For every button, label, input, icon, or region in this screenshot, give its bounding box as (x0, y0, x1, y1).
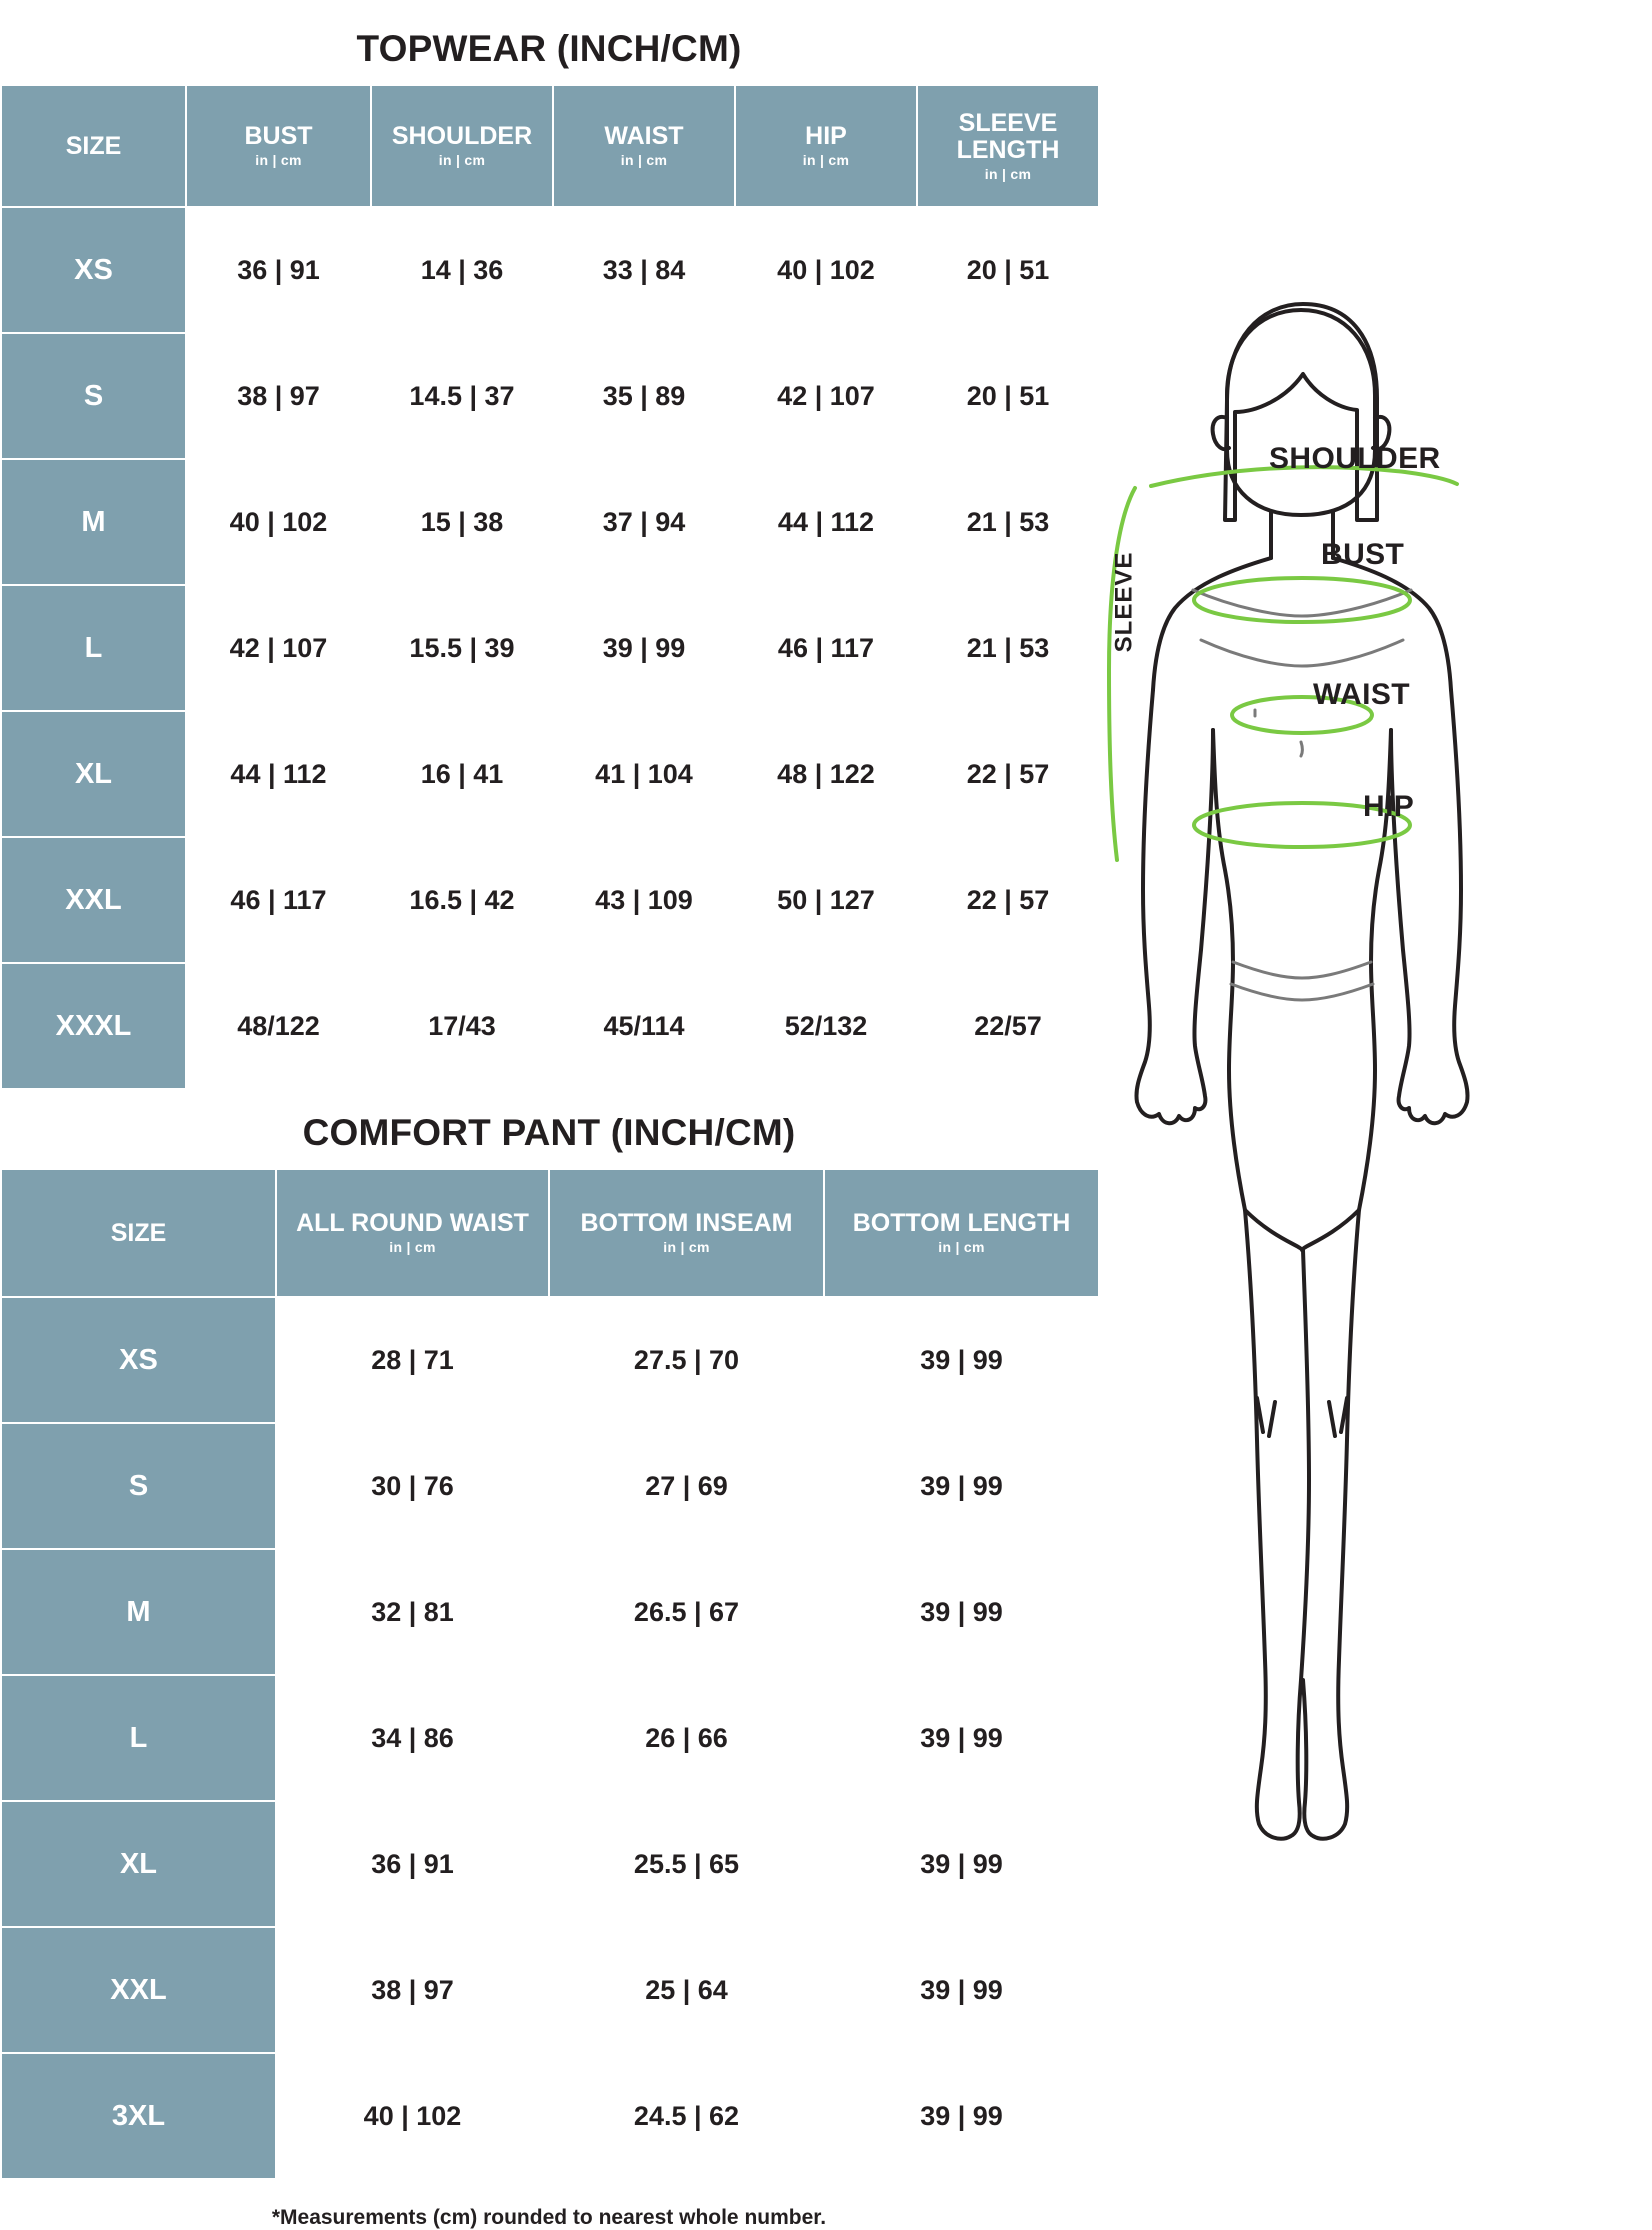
right-knee-hint-2 (1329, 1402, 1335, 1436)
bra-top-line (1193, 590, 1411, 616)
col-header-bottom-inseam-unit: in | cm (663, 1239, 710, 1256)
table-row (1, 837, 1099, 963)
table-row (1, 1423, 1099, 1549)
col-header-all-round-waist-label: ALL ROUND WAIST (296, 1209, 529, 1238)
table-row (1, 1297, 1099, 1423)
cell-hip: 50 | 127 (735, 837, 917, 963)
cell-shoulder: 14.5 | 37 (371, 333, 553, 459)
figure-label-bust: BUST (1321, 538, 1405, 571)
col-header-bottom-length-unit: in | cm (938, 1239, 985, 1256)
cell-waist: 45/114 (553, 963, 735, 1089)
shoulder-left (1153, 558, 1271, 690)
table-header-row (1, 85, 1099, 207)
cell-sleeve: 20 | 51 (917, 333, 1099, 459)
cell-size: S (1, 1423, 276, 1549)
cell-sleeve: 22 | 57 (917, 711, 1099, 837)
table-row (1, 333, 1099, 459)
right-arm (1391, 690, 1468, 1123)
col-header-waist-unit: in | cm (620, 152, 668, 169)
navel (1301, 742, 1303, 756)
col-header-size-label: SIZE (110, 1218, 167, 1247)
table-row (1, 1549, 1099, 1675)
table-row (1, 459, 1099, 585)
cell-size: M (1, 459, 186, 585)
figure-label-waist: WAIST (1313, 678, 1410, 711)
col-header-sleeve-length (917, 85, 1099, 207)
bra-bottom-line (1201, 640, 1403, 666)
body-figure (1105, 290, 1650, 1980)
col-header-shoulder-label: SHOULDER (391, 122, 533, 151)
table-row (1, 585, 1099, 711)
cell-shoulder: 15 | 38 (371, 459, 553, 585)
cell-bust: 42 | 107 (186, 585, 371, 711)
table-row (1, 1675, 1099, 1801)
cell-size: XL (1, 711, 186, 837)
cell-bottom-length: 39 | 99 (824, 2053, 1099, 2179)
col-header-bust (186, 85, 371, 207)
cell-bottom-inseam: 25 | 64 (549, 1927, 824, 2053)
cell-waist: 41 | 104 (553, 711, 735, 837)
pant-table-body (1, 1297, 1099, 2179)
cell-hip: 48 | 122 (735, 711, 917, 837)
cell-bust: 36 | 91 (186, 207, 371, 333)
col-header-all-round-waist (276, 1169, 549, 1297)
cell-all-round-waist: 34 | 86 (276, 1675, 549, 1801)
table-row (1, 1927, 1099, 2053)
cell-bottom-inseam: 27.5 | 70 (549, 1297, 824, 1423)
table-header-row (1, 1169, 1099, 1297)
cell-bottom-inseam: 26 | 66 (549, 1675, 824, 1801)
cell-bottom-length: 39 | 99 (824, 1801, 1099, 1927)
cell-hip: 40 | 102 (735, 207, 917, 333)
cell-size: XXL (1, 1927, 276, 2053)
figure-label-shoulder: SHOULDER (1269, 442, 1441, 475)
cell-sleeve: 21 | 53 (917, 459, 1099, 585)
cell-size: XS (1, 1297, 276, 1423)
col-header-shoulder-unit: in | cm (438, 152, 486, 169)
cell-shoulder: 17/43 (371, 963, 553, 1089)
right-leg (1303, 1210, 1359, 1839)
col-header-hip-label: HIP (805, 122, 847, 151)
cell-waist: 33 | 84 (553, 207, 735, 333)
underwear-upper-line (1233, 962, 1371, 978)
cell-shoulder: 16.5 | 42 (371, 837, 553, 963)
cell-size: S (1, 333, 186, 459)
cell-size: XXL (1, 837, 186, 963)
cell-shoulder: 15.5 | 39 (371, 585, 553, 711)
col-header-size (1, 85, 186, 207)
cell-sleeve: 20 | 51 (917, 207, 1099, 333)
col-header-sleeve-length-label: SLEEVE LENGTH (956, 108, 1060, 164)
topwear-title: TOPWEAR (INCH/CM) (356, 28, 742, 69)
topwear-table-body (1, 207, 1099, 1089)
cell-hip: 42 | 107 (735, 333, 917, 459)
left-leg (1245, 1210, 1309, 1839)
cell-bottom-inseam: 26.5 | 67 (549, 1549, 824, 1675)
table-row (1, 963, 1099, 1089)
col-header-bottom-inseam (549, 1169, 824, 1297)
cell-bust: 44 | 112 (186, 711, 371, 837)
cell-bottom-inseam: 25.5 | 65 (549, 1801, 824, 1927)
cell-size: XS (1, 207, 186, 333)
col-header-all-round-waist-unit: in | cm (389, 1239, 436, 1256)
col-header-bust-label: BUST (244, 122, 313, 151)
left-knee-hint-2 (1269, 1402, 1275, 1436)
cell-waist: 43 | 109 (553, 837, 735, 963)
topwear-table (0, 84, 1100, 1090)
col-header-waist-label: WAIST (604, 122, 684, 151)
cell-bust: 38 | 97 (186, 333, 371, 459)
cell-hip: 44 | 112 (735, 459, 917, 585)
cell-bottom-length: 39 | 99 (824, 1549, 1099, 1675)
cell-all-round-waist: 32 | 81 (276, 1549, 549, 1675)
figure-label-hip: HIP (1363, 790, 1415, 823)
table-row (1, 711, 1099, 837)
measurement-footnote: *Measurements (cm) rounded to nearest whole number. (271, 2206, 827, 2229)
cell-all-round-waist: 28 | 71 (276, 1297, 549, 1423)
cell-all-round-waist: 38 | 97 (276, 1927, 549, 2053)
cell-size: XL (1, 1801, 276, 1927)
cell-waist: 37 | 94 (553, 459, 735, 585)
cell-all-round-waist: 30 | 76 (276, 1423, 549, 1549)
cell-bottom-length: 39 | 99 (824, 1675, 1099, 1801)
col-header-bust-unit: in | cm (255, 152, 302, 169)
left-arm (1136, 690, 1213, 1123)
cell-bust: 46 | 117 (186, 837, 371, 963)
col-header-bottom-inseam-label: BOTTOM INSEAM (580, 1209, 793, 1238)
col-header-size (1, 1169, 276, 1297)
cell-shoulder: 16 | 41 (371, 711, 553, 837)
cell-waist: 35 | 89 (553, 333, 735, 459)
cell-bottom-length: 39 | 99 (824, 1927, 1099, 2053)
col-header-hip-unit: in | cm (802, 152, 850, 169)
cell-bottom-inseam: 27 | 69 (549, 1423, 824, 1549)
figure-label-sleeve: SLEEVE (1110, 551, 1138, 653)
cell-bottom-length: 39 | 99 (824, 1423, 1099, 1549)
cell-bust: 40 | 102 (186, 459, 371, 585)
cell-bottom-length: 39 | 99 (824, 1297, 1099, 1423)
cell-hip: 52/132 (735, 963, 917, 1089)
pant-table-header (1, 1169, 1099, 1297)
cell-sleeve: 21 | 53 (917, 585, 1099, 711)
col-header-bottom-length-label: BOTTOM LENGTH (852, 1209, 1071, 1238)
cell-bust: 48/122 (186, 963, 371, 1089)
crotch-line (1245, 1210, 1359, 1250)
col-header-bottom-length (824, 1169, 1099, 1297)
col-header-waist (553, 85, 735, 207)
cell-size: M (1, 1549, 276, 1675)
cell-waist: 39 | 99 (553, 585, 735, 711)
col-header-sleeve-length-unit: in | cm (984, 165, 1032, 182)
cell-sleeve: 22/57 (917, 963, 1099, 1089)
underwear-top-line (1231, 984, 1373, 1000)
table-row (1, 207, 1099, 333)
cell-hip: 46 | 117 (735, 585, 917, 711)
table-row (1, 1801, 1099, 1927)
cell-bottom-inseam: 24.5 | 62 (549, 2053, 824, 2179)
pant-title: COMFORT PANT (INCH/CM) (302, 1112, 796, 1153)
col-header-size-label: SIZE (65, 131, 122, 160)
cell-all-round-waist: 40 | 102 (276, 2053, 549, 2179)
cell-size: 3XL (1, 2053, 276, 2179)
torso-left (1213, 730, 1245, 1210)
topwear-table-header (1, 85, 1099, 207)
cell-size: L (1, 1675, 276, 1801)
cell-size: XXXL (1, 963, 186, 1089)
table-row (1, 2053, 1099, 2179)
col-header-hip (735, 85, 917, 207)
cell-all-round-waist: 36 | 91 (276, 1801, 549, 1927)
cell-sleeve: 22 | 57 (917, 837, 1099, 963)
sleeve-measure-line (1109, 488, 1135, 860)
cell-size: L (1, 585, 186, 711)
shoulder-right (1333, 558, 1451, 690)
comfort-pant-table (0, 1168, 1100, 2180)
head-outline (1227, 310, 1375, 515)
cell-shoulder: 14 | 36 (371, 207, 553, 333)
col-header-shoulder (371, 85, 553, 207)
